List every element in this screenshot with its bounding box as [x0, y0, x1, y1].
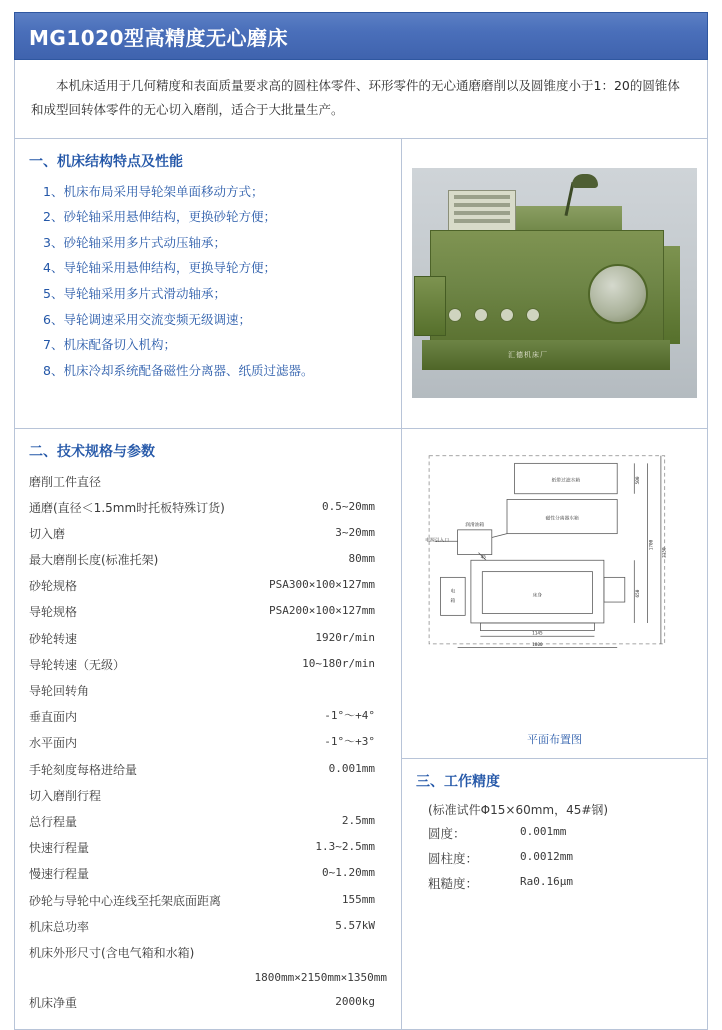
features-section — [15, 139, 401, 429]
accuracy-section — [402, 759, 707, 909]
drawing-label-filter-tank: 纸带过滤水箱 — [551, 477, 581, 483]
table-row — [29, 547, 387, 573]
centerless-grinder-photo — [412, 168, 697, 398]
spec-value: 80mm — [348, 552, 375, 566]
spec-value: 0.001mm — [328, 761, 375, 775]
page-title: MG1020型高精度无心磨床 — [29, 25, 288, 50]
spec-value: 0.5~20mm — [322, 499, 375, 513]
spec-label: 机床总功率 — [29, 919, 90, 934]
machine-knobs — [448, 308, 568, 322]
machine-brand-text: 汇德机床厂 — [508, 351, 548, 359]
spec-value: 2.5mm — [341, 813, 375, 827]
spec-label: 磨削工件直径 — [29, 474, 102, 489]
features-title: 一、机床结构特点及性能 — [29, 153, 183, 170]
spec-value: 2000kg — [335, 995, 375, 1009]
spec-label: 导轮转速（无级） — [29, 657, 126, 672]
spec-label: 砂轮与导轮中心连线至托架底面距离 — [29, 893, 222, 908]
spec-value: -1°～+4° — [324, 709, 375, 723]
table-row — [29, 757, 387, 783]
accuracy-list — [416, 821, 693, 896]
dimension-1700: 1700 — [649, 539, 655, 550]
accuracy-row — [416, 871, 693, 896]
spec-label: 砂轮转速 — [29, 631, 78, 646]
dimension-45: 45 — [480, 554, 486, 560]
table-row — [29, 652, 387, 678]
spec-value: 10~180r/min — [302, 656, 375, 670]
grinding-wheel-cover — [588, 264, 648, 324]
list-item: 8、机床冷却系统配备磁性分离器、纸质过滤器。 — [43, 362, 314, 378]
drawing-label-bed: 床身 — [532, 592, 543, 598]
spec-label: 导轮规格 — [29, 605, 78, 620]
content-grid — [14, 139, 708, 1030]
spec-value: 1800mm×2150mm×1350mm — [254, 971, 387, 985]
dimension-1145: 1145 — [532, 630, 543, 636]
machine-photo-cell — [402, 139, 707, 429]
accuracy-value: 0.0012mm — [520, 850, 573, 864]
table-row — [29, 521, 387, 547]
spec-label: 水平面内 — [29, 736, 78, 751]
dimension-650: 650 — [636, 589, 642, 597]
page-header — [14, 12, 708, 60]
table-row — [29, 469, 387, 495]
accuracy-row — [416, 821, 693, 846]
spec-value: 5.57kW — [335, 918, 375, 932]
table-row — [29, 678, 387, 704]
spec-value: PSA300×100×127mm — [269, 578, 375, 592]
accuracy-label: 圆柱度： — [428, 851, 479, 867]
spec-label: 机床净重 — [29, 996, 78, 1011]
accuracy-note: (标准试件Φ15×60mm，45#钢) — [428, 802, 609, 817]
right-column — [402, 139, 707, 1029]
spec-label: 手轮刻度每格进给量 — [29, 762, 138, 777]
accuracy-value: 0.001mm — [520, 825, 567, 839]
accuracy-value: Ra0.16μm — [520, 875, 573, 889]
intro-text: 本机床适用于几何精度和表面质量要求高的圆柱体零件、环形零件的无心通磨磨削以及圆锥度小于1：20的圆锥体和成型回转体零件的无心切入磨削，适合于大批量生产。 — [31, 78, 680, 117]
table-row — [29, 990, 387, 1016]
spec-label: 切入磨削行程 — [29, 788, 102, 803]
table-row — [29, 704, 387, 730]
specs-title: 二、技术规格与参数 — [29, 443, 155, 460]
table-row — [29, 861, 387, 887]
specs-table — [29, 469, 387, 1017]
drawing-label-electric-cabinet2: 箱 — [450, 598, 456, 604]
spec-label: 砂轮规格 — [29, 579, 78, 594]
list-item: 4、导轮轴采用悬伸结构，更换导轮方便； — [43, 260, 276, 276]
table-row — [29, 626, 387, 652]
dimension-1800: 1800 — [532, 642, 543, 648]
intro-section — [14, 60, 708, 139]
spec-label: 慢速行程量 — [29, 867, 90, 882]
table-row — [29, 730, 387, 756]
spec-label: 导轮回转角 — [29, 684, 90, 698]
specs-section — [15, 429, 401, 1029]
spec-label: 快速行程量 — [29, 841, 90, 856]
table-row — [29, 966, 387, 990]
table-row — [29, 809, 387, 835]
list-item: 2、砂轮轴采用悬伸结构，更换砂轮方便； — [43, 209, 276, 225]
drawing-label-electric-cabinet: 电 — [450, 589, 456, 595]
layout-drawing-svg — [412, 439, 697, 729]
drawing-label-separator-tank: 磁性分离器水箱 — [545, 515, 579, 521]
machine-right-post — [664, 246, 680, 344]
spec-label: 垂直面内 — [29, 710, 78, 725]
table-row — [29, 783, 387, 809]
spec-value — [252, 783, 387, 809]
table-row — [29, 573, 387, 599]
spec-label: 切入磨 — [29, 526, 66, 541]
control-panel — [448, 190, 516, 232]
accuracy-row — [416, 846, 693, 871]
list-item: 6、导轮调速采用交流变频无级调速； — [43, 311, 251, 327]
spec-label: 最大磨削长度(标准托架) — [29, 553, 159, 568]
table-row — [29, 914, 387, 940]
spec-value: 3~20mm — [335, 525, 375, 539]
dimension-2150: 2150 — [662, 546, 668, 558]
accuracy-label: 粗糙度： — [428, 876, 479, 892]
table-row — [29, 940, 387, 966]
spec-value — [252, 469, 387, 495]
spec-label: 机床外形尺寸(含电气箱和水箱) — [29, 945, 195, 960]
drawing-label-coolant-tank: 润滑油箱 — [465, 522, 485, 528]
spec-value — [252, 678, 387, 704]
spec-value: PSA200×100×127mm — [269, 604, 375, 618]
table-row — [29, 888, 387, 914]
spec-value: 155mm — [341, 892, 375, 906]
spec-value: 0~1.20mm — [322, 866, 375, 880]
features-list — [29, 179, 387, 384]
machine-side-box — [414, 276, 446, 336]
spec-label: 总行程量 — [29, 814, 78, 829]
layout-drawing-cell — [402, 429, 707, 759]
accuracy-title: 三、工作精度 — [416, 773, 500, 790]
list-item: 1、机床布局采用导轮架单面移动方式； — [43, 183, 264, 199]
spec-value: -1°～+3° — [324, 735, 375, 749]
spec-value: 1920r/min — [315, 630, 375, 644]
lamp-icon — [572, 174, 598, 188]
list-item: 3、砂轮轴采用多片式动压轴承； — [43, 234, 226, 250]
table-row — [29, 835, 387, 861]
drawing-caption: 平面布置图 — [527, 732, 582, 746]
list-item: 7、机床配备切入机构； — [43, 337, 176, 353]
table-row — [29, 599, 387, 625]
spec-value: 1.3~2.5mm — [315, 840, 375, 854]
drawing-label-power-inlet: 电源引入口 — [425, 537, 450, 543]
left-column — [15, 139, 402, 1029]
table-row — [29, 495, 387, 521]
spec-label: 通磨(直径＜1.5mm时托板特殊订货) — [29, 500, 225, 515]
list-item: 5、导轮轴采用多片式滑动轴承； — [43, 286, 226, 301]
accuracy-label: 圆度： — [428, 826, 466, 842]
layout-drawing — [412, 439, 697, 729]
dimension-500: 500 — [636, 476, 642, 484]
